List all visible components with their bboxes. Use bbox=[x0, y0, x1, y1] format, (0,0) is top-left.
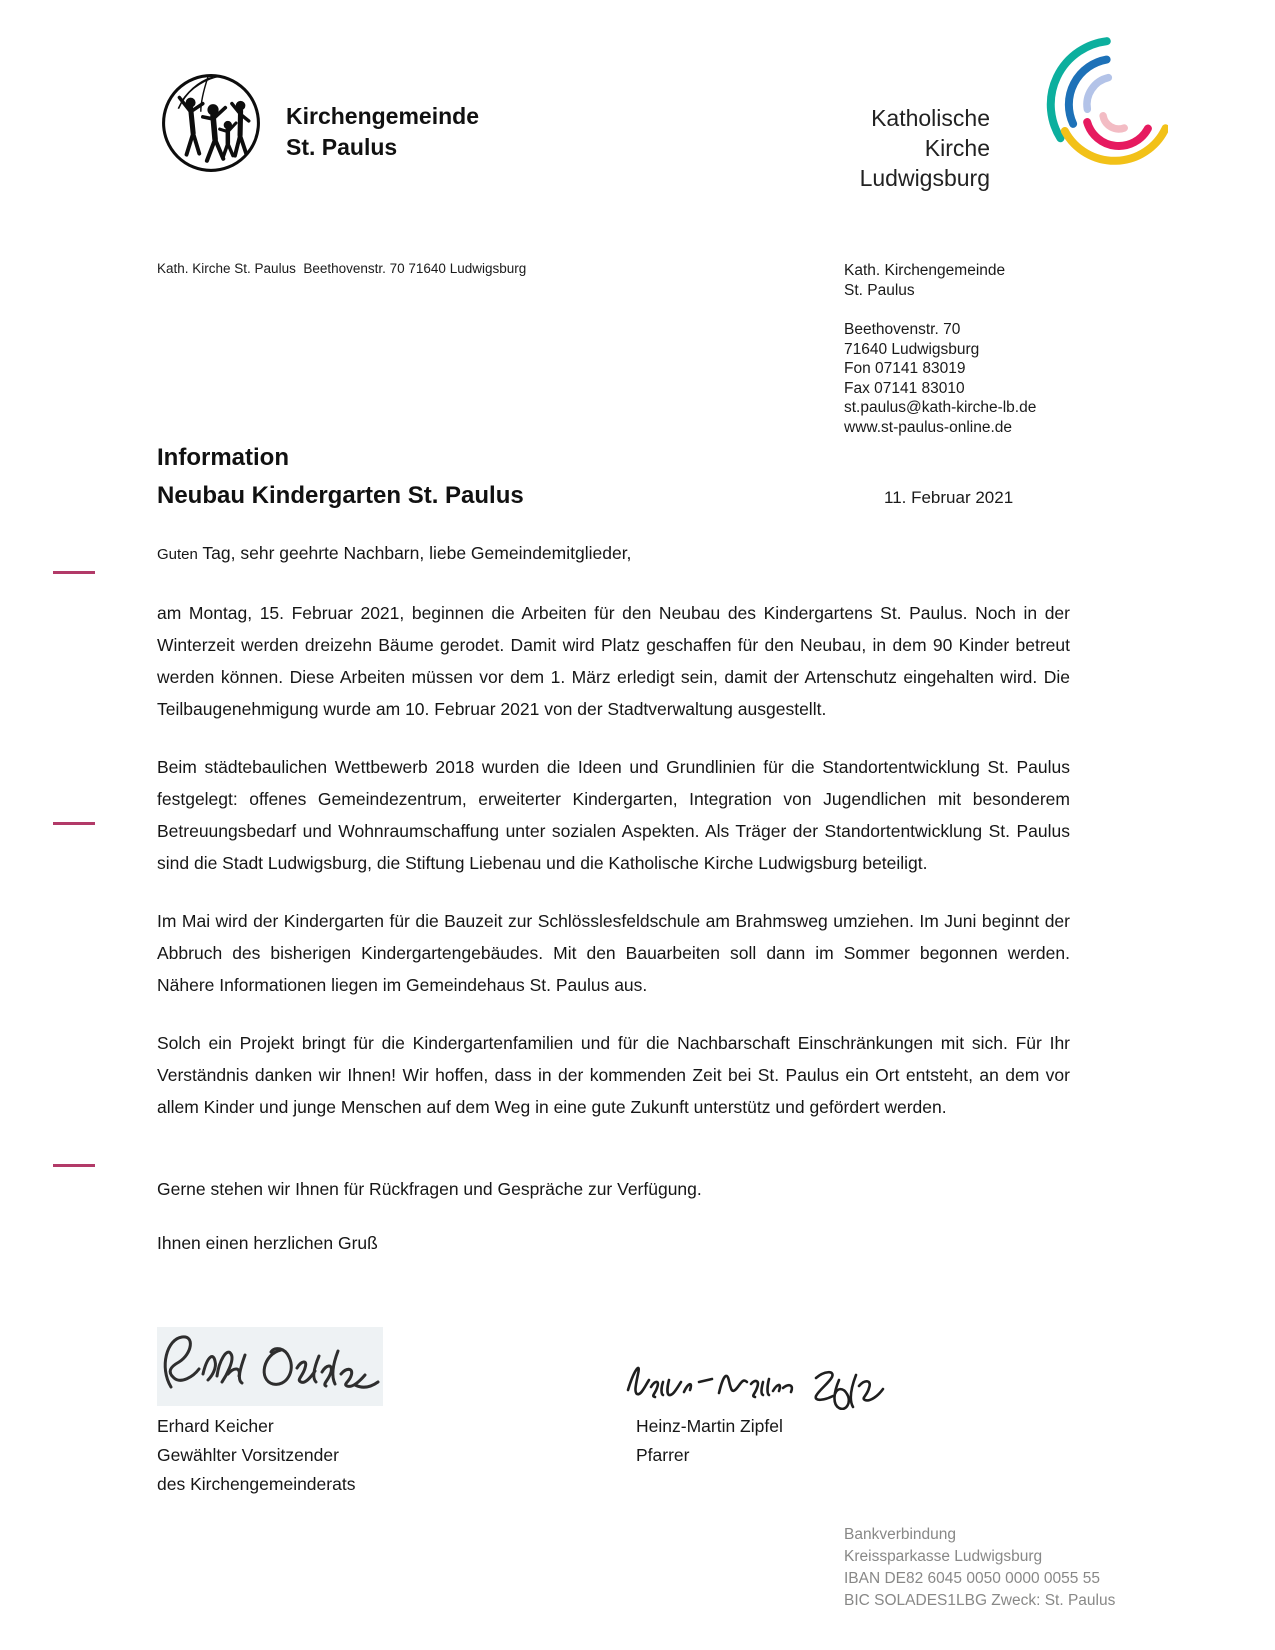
footer-bic: BIC SOLADES1LBG Zweck: St. Paulus bbox=[844, 1592, 1116, 1609]
fold-mark-bottom bbox=[53, 1164, 95, 1167]
parish-name-line2: St. Paulus bbox=[286, 134, 398, 160]
greeting-lead: Guten bbox=[157, 546, 198, 563]
punch-mark bbox=[53, 822, 95, 825]
signer-right-name: Heinz-Martin Zipfel bbox=[636, 1416, 783, 1436]
signature-erhard-keicher bbox=[157, 1327, 383, 1406]
signer-left-role1: Gewählter Vorsitzender bbox=[157, 1445, 339, 1465]
diocese-arcs-icon bbox=[1008, 28, 1168, 198]
letter-subtitle: Neubau Kindergarten St. Paulus bbox=[157, 482, 524, 509]
address-website: www.st-paulus-online.de bbox=[844, 418, 1013, 436]
sender-line: Kath. Kirche St. Paulus Beethovenstr. 70 71640 Ludwigsburg bbox=[157, 261, 527, 276]
signer-left-name: Erhard Keicher bbox=[157, 1416, 274, 1436]
address-phone: Fon 07141 83019 bbox=[844, 360, 966, 377]
diocese-name-line3: Ludwigsburg bbox=[859, 165, 990, 191]
letter-title: Information bbox=[157, 444, 289, 471]
parish-name bbox=[286, 101, 479, 163]
address-line: St. Paulus bbox=[844, 281, 915, 299]
address-gap bbox=[844, 300, 1036, 320]
address-block bbox=[844, 261, 1036, 437]
paragraph-1: am Montag, 15. Februar 2021, beginnen die Arbeiten für den Neubau des Kindergartens St. Paulus. Noch in der Winterzeit werden dreizehn Bäume gerodet. Damit wird Platz geschaffen für den Neubau, in dem 90 Kinder betreut werden können. Diese Arbeiten müssen vor dem 1. März erledigt sein, damit der Artenschutz eingehalten wird. Die Teilbaugenehmigung wurde am 10. Februar 2021 von der Stadtverwaltung ausgestellt. bbox=[157, 603, 1070, 719]
paragraph-4: Solch ein Projekt bringt für die Kindergartenfamilien und für die Nachbarschaft Einschränkungen mit sich. Für Ihr Verständnis danken wir Ihnen! Wir hoffen, dass in der kommenden Zeit bei St. Paulus ein Ort entsteht, an dem vor allem Kinder und junge Menschen auf dem Weg in eine gute Zukunft unterstütz und gefördert werden. bbox=[157, 1033, 1070, 1117]
signer-right bbox=[636, 1412, 783, 1470]
bank-footer bbox=[844, 1524, 1115, 1612]
paragraph-3: Im Mai wird der Kindergarten für die Bauzeit zur Schlösslesfeldschule am Brahmsweg umziehen. Im Juni beginnt der Abbruch des bisherigen Kindergartengebäudes. Mit den Bauarbeiten soll dann im Sommer begonnen werden. Nähere Informationen liegen im Gemeindehaus St. Paulus aus. bbox=[157, 911, 1070, 995]
signer-left bbox=[157, 1412, 355, 1499]
parish-name-line1: Kirchengemeinde bbox=[286, 103, 479, 129]
signer-left-role2: des Kirchengemeinderats bbox=[157, 1474, 356, 1494]
diocese-name bbox=[700, 103, 990, 193]
subject-block bbox=[157, 446, 524, 508]
footer-line: Bankverbindung bbox=[844, 1526, 957, 1543]
signer-right-role1: Pfarrer bbox=[636, 1445, 690, 1465]
parish-logo-icon bbox=[160, 72, 262, 174]
footer-iban: IBAN DE82 6045 0050 0000 0055 55 bbox=[844, 1570, 1100, 1587]
greeting-rest: Tag, sehr geehrte Nachbarn, liebe Gemeindemitglieder, bbox=[197, 543, 632, 563]
address-fax: Fax 07141 83010 bbox=[844, 379, 965, 397]
diocese-name-line1: Katholische bbox=[871, 105, 990, 131]
diocese-name-line2: Kirche bbox=[924, 135, 990, 161]
paragraph-2: Beim städtebaulichen Wettbewerb 2018 wurden die Ideen und Grundlinien für die Standortentwicklung St. Paulus festgelegt: offenes Gemeindezentrum, erweiterter Kindergarten, Integration von Jugendlichen mit besonderem Betreuungsbedarf und Wohnraumschaffung unter sozialen Aspekten. Als Träger der Standortentwicklung St. Paulus sind die Stadt Ludwigsburg, die Stiftung Liebenau und die Katholische Kirche Ludwigsburg beteiligt. bbox=[157, 757, 1070, 873]
letter-date: 11. Februar 2021 bbox=[884, 488, 1014, 507]
letter-body bbox=[157, 537, 1070, 1259]
address-line: Beethovenstr. 70 bbox=[844, 321, 961, 338]
signature-heinz-martin-zipfel bbox=[620, 1350, 888, 1410]
salutation-line: Ihnen einen herzlichen Gruß bbox=[157, 1233, 378, 1253]
greeting bbox=[157, 537, 1070, 571]
address-line: Kath. Kirchengemeinde bbox=[844, 262, 1006, 279]
closing-line: Gerne stehen wir Ihnen für Rückfragen und Gespräche zur Verfügung. bbox=[157, 1179, 702, 1199]
address-line: 71640 Ludwigsburg bbox=[844, 340, 980, 358]
fold-mark-top bbox=[53, 571, 95, 574]
footer-line: Kreissparkasse Ludwigsburg bbox=[844, 1548, 1043, 1565]
address-email: st.paulus@kath-kirche-lb.de bbox=[844, 399, 1037, 416]
